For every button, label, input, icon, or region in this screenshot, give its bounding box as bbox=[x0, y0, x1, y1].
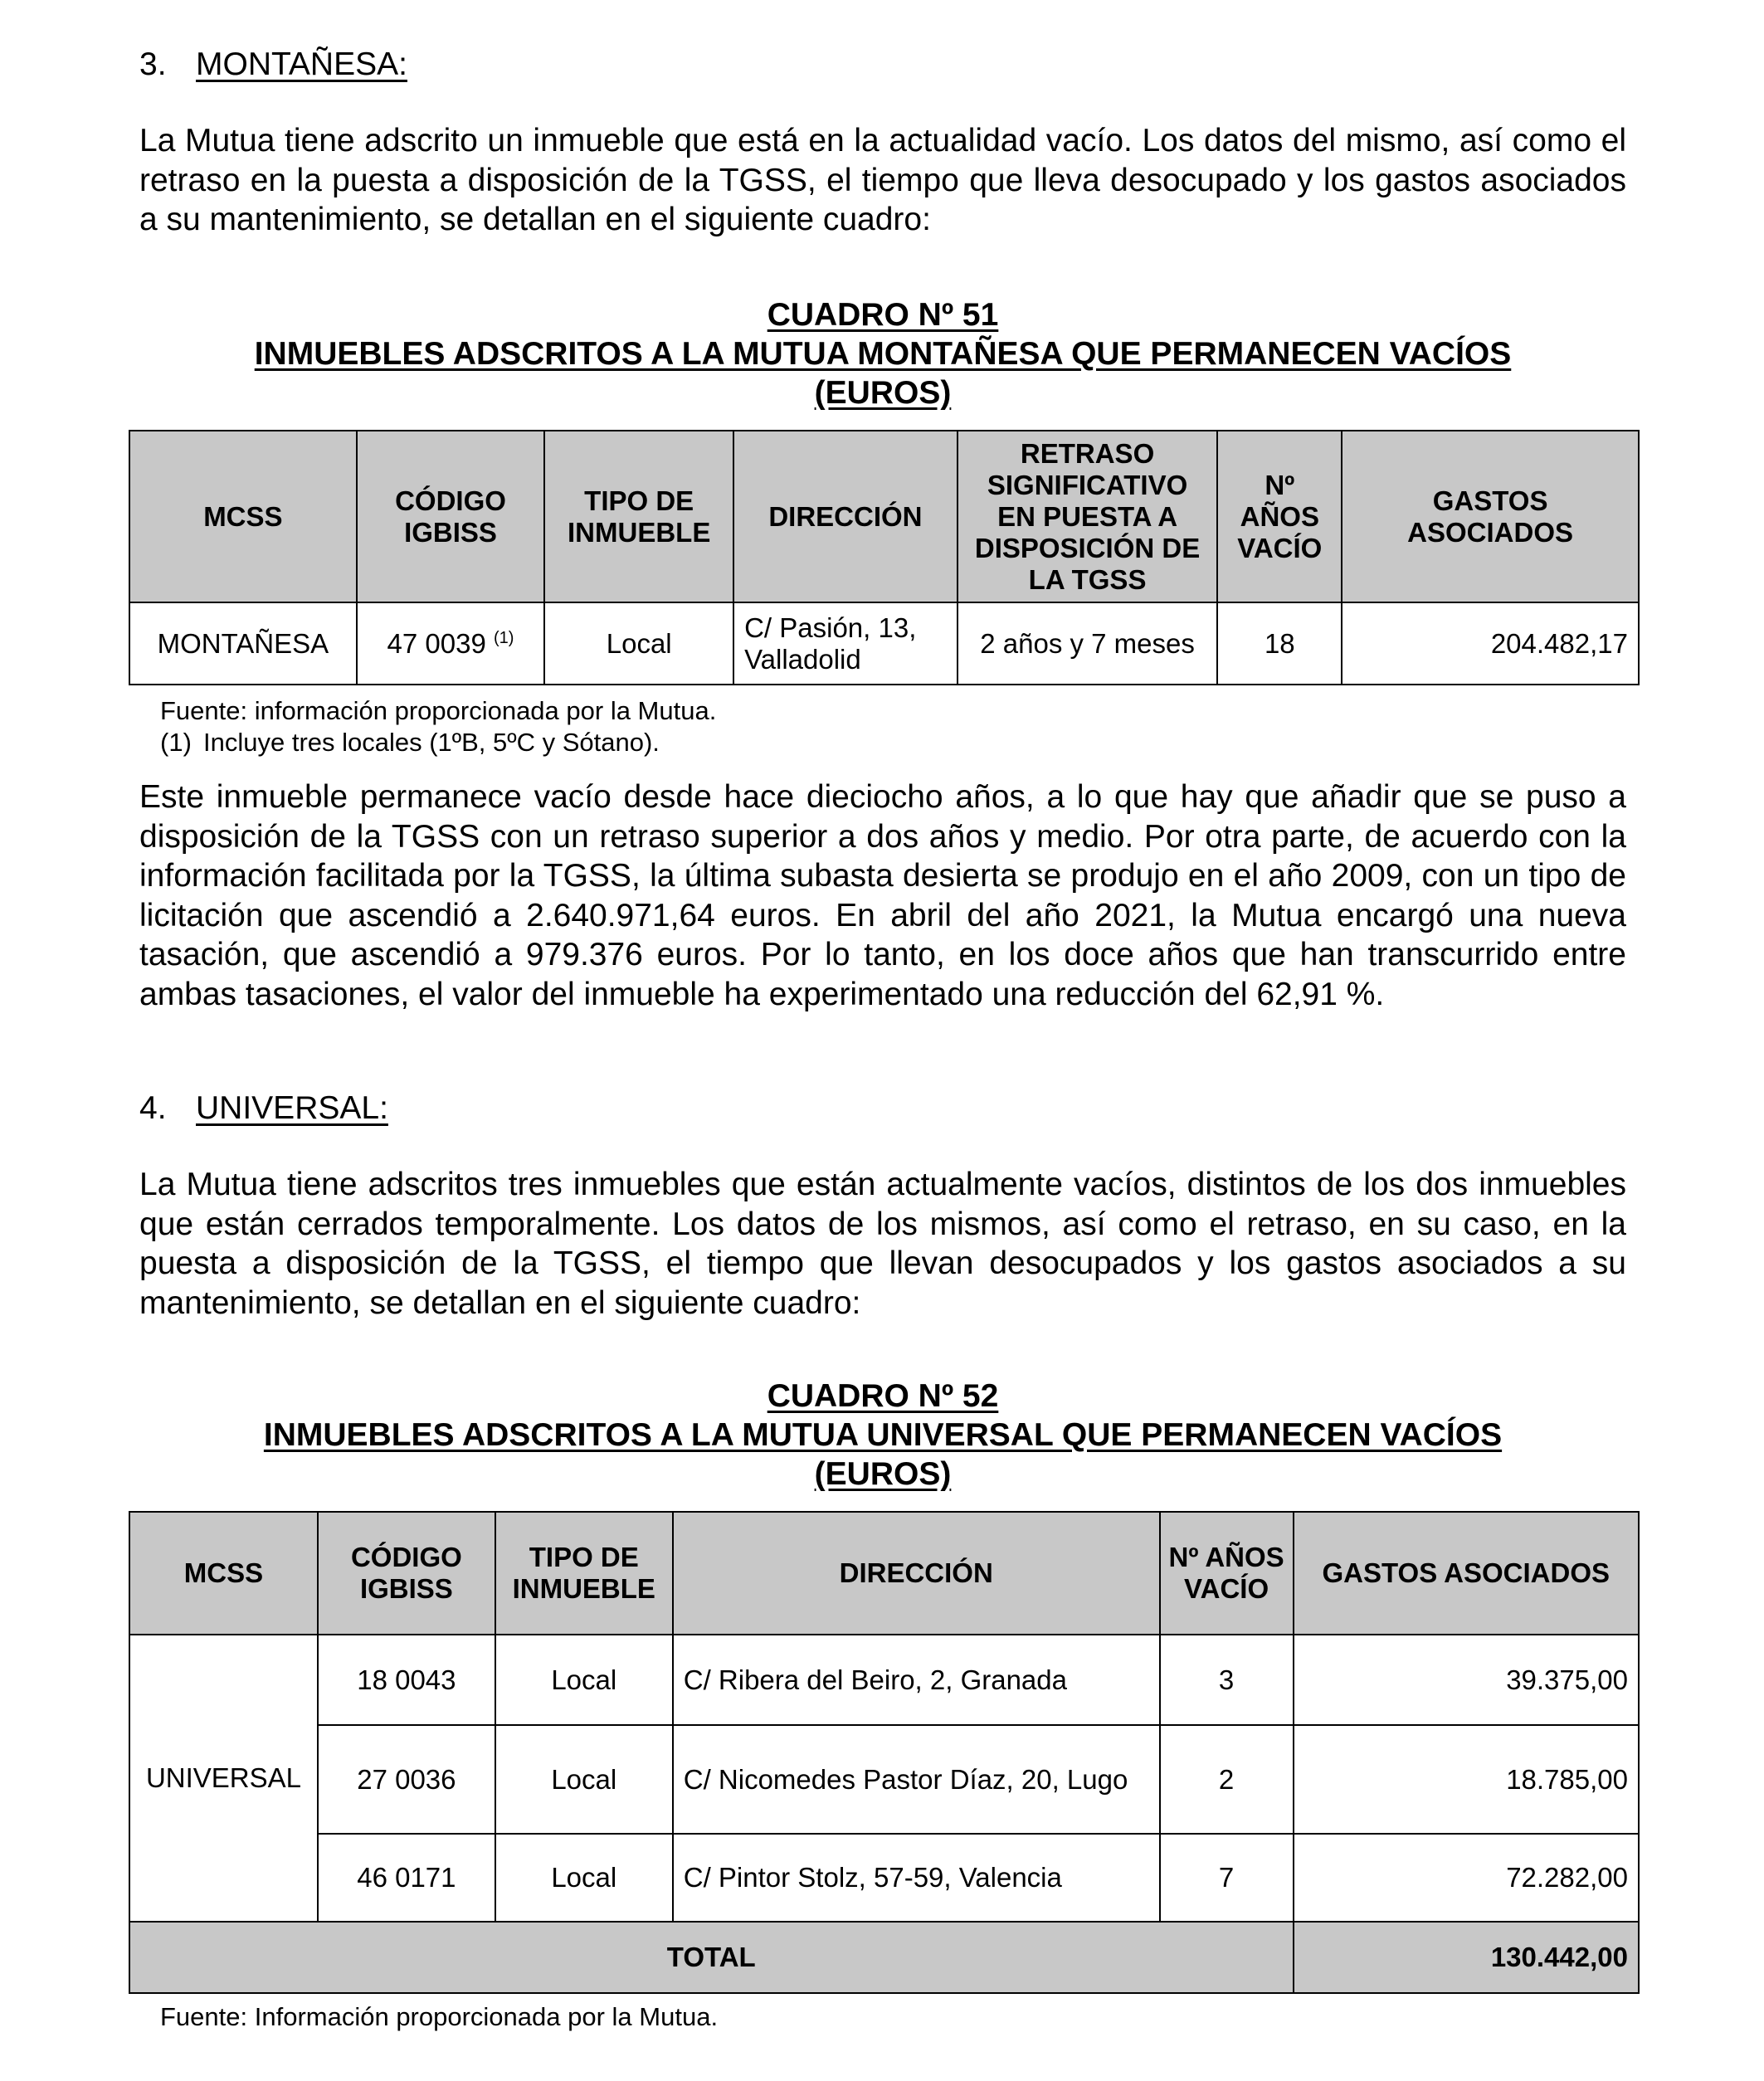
table-52-cell-anos: 2 bbox=[1160, 1725, 1294, 1834]
table-51-header-codigo: CÓDIGO IGBISS bbox=[357, 431, 545, 602]
table-51-caption-title: INMUEBLES ADSCRITOS A LA MUTUA MONTAÑESA QUE PERMANECEN VACÍOS bbox=[254, 336, 1512, 372]
table-52-cell-codigo: 46 0171 bbox=[318, 1834, 495, 1922]
table-51-cell-direccion bbox=[733, 602, 958, 685]
table-52-total-row bbox=[129, 1922, 1639, 1993]
table-51-footnote-number: (1) bbox=[160, 728, 192, 757]
table-row bbox=[129, 1834, 1639, 1922]
table-52-header-row bbox=[129, 1512, 1639, 1635]
table-51-direccion-line1: C/ Pasión, 13, bbox=[744, 612, 917, 643]
table-52-cell-direccion: C/ Pintor Stolz, 57-59, Valencia bbox=[673, 1834, 1160, 1922]
section-4-paragraph: La Mutua tiene adscritos tres inmuebles que están actualmente vacíos, distintos de los dos inmuebles que están cerrados temporalmente. Los datos de los mismos, así como el retraso, en su caso, en la puesta a disposición de la TGSS, el tiempo que llevan desocupados y los gastos asociados a su mantenimiento, se detallan en el siguiente cuadro: bbox=[139, 1167, 1626, 1321]
table-51-header-gastos: GASTOS ASOCIADOS bbox=[1342, 431, 1639, 602]
table-51-footnote bbox=[160, 727, 660, 758]
table-52-cell-tipo: Local bbox=[495, 1834, 673, 1922]
table-51-header-anos: Nº AÑOS VACÍO bbox=[1217, 431, 1342, 602]
table-51-header-tipo: TIPO DE INMUEBLE bbox=[544, 431, 733, 602]
table-52-cell-anos: 3 bbox=[1160, 1635, 1294, 1725]
table-51-cell-tipo: Local bbox=[544, 602, 733, 685]
table-52-header-codigo: CÓDIGO IGBISS bbox=[318, 1512, 495, 1635]
table-51-footnote-text: Incluye tres locales (1ºB, 5ºC y Sótano). bbox=[203, 728, 660, 757]
paragraph-after-table-51: Este inmueble permanece vacío desde hace dieciocho años, a lo que hay que añadir que se puso a disposición de la TGSS con un retraso superior a dos años y medio. Por otra parte, de acuerdo con la información facilitada por la TGSS, la última subasta desierta se produjo en el año 2009, con un tipo de licitación que ascendió a 2.640.971,64 euros. En abril del año 2021, la Mutua encargó una nueva tasación, que ascendió a 979.376 euros. Por lo tanto, en los doce años que han transcurrido entre ambas tasaciones, el valor del inmueble ha experimentado una reducción del 62,91 %. bbox=[139, 779, 1626, 1012]
section-3-number: 3. bbox=[139, 46, 167, 82]
table-52-header-gastos: GASTOS ASOCIADOS bbox=[1294, 1512, 1639, 1635]
table-52-cell-tipo: Local bbox=[495, 1635, 673, 1725]
table-52-cell-codigo: 18 0043 bbox=[318, 1635, 495, 1725]
table-51-header-retraso: RETRASO SIGNIFICATIVO EN PUESTA A DISPOSICIÓN DE LA TGSS bbox=[958, 431, 1218, 602]
table-51-codigo-footnote-ref: (1) bbox=[494, 628, 514, 647]
table-51-direccion-line2: Valladolid bbox=[744, 643, 861, 675]
table-51 bbox=[129, 430, 1640, 685]
table-51-cell-codigo bbox=[357, 602, 545, 685]
table-52-header-mcss: MCSS bbox=[129, 1512, 318, 1635]
table-row bbox=[129, 1635, 1639, 1725]
table-52-total-value: 130.442,00 bbox=[1294, 1922, 1639, 1993]
section-4-number: 4. bbox=[139, 1090, 167, 1126]
table-51-header-direccion: DIRECCIÓN bbox=[733, 431, 958, 602]
section-3-paragraph: La Mutua tiene adscrito un inmueble que está en la actualidad vacío. Los datos del mismo, así como el retraso en la puesta a disposición de la TGSS, el tiempo que lleva desocupado y los gastos asociados a su mantenimiento, se detallan en el siguiente cuadro: bbox=[139, 123, 1626, 237]
table-52-caption-units: (EUROS) bbox=[814, 1456, 952, 1492]
table-52-caption-number: CUADRO Nº 52 bbox=[767, 1378, 999, 1414]
section-3-heading bbox=[139, 45, 407, 85]
section-4-label: UNIVERSAL: bbox=[196, 1090, 388, 1126]
table-51-cell-retraso: 2 años y 7 meses bbox=[958, 602, 1218, 685]
table-51-cell-anos: 18 bbox=[1217, 602, 1342, 685]
table-row bbox=[129, 602, 1639, 685]
table-51-source: Fuente: información proporcionada por la Mutua. bbox=[160, 696, 717, 725]
table-51-cell-mcss: MONTAÑESA bbox=[129, 602, 357, 685]
table-51-caption-units: (EUROS) bbox=[814, 375, 952, 411]
section-3-label: MONTAÑESA: bbox=[196, 46, 407, 82]
table-52-cell-gastos: 72.282,00 bbox=[1294, 1834, 1639, 1922]
table-51-codigo-value: 47 0039 bbox=[387, 627, 486, 659]
table-52-header-tipo: TIPO DE INMUEBLE bbox=[495, 1512, 673, 1635]
table-52-cell-anos: 7 bbox=[1160, 1834, 1294, 1922]
table-51-cell-gastos: 204.482,17 bbox=[1342, 602, 1639, 685]
table-52-cell-mcss: UNIVERSAL bbox=[129, 1635, 318, 1922]
table-52-header-anos: Nº AÑOS VACÍO bbox=[1160, 1512, 1294, 1635]
table-52-caption-title: INMUEBLES ADSCRITOS A LA MUTUA UNIVERSAL QUE PERMANECEN VACÍOS bbox=[263, 1417, 1503, 1453]
table-51-header-mcss: MCSS bbox=[129, 431, 357, 602]
section-4-heading bbox=[139, 1089, 388, 1128]
table-52-cell-direccion: C/ Ribera del Beiro, 2, Granada bbox=[673, 1635, 1160, 1725]
table-52-caption bbox=[124, 1377, 1641, 1494]
table-51-caption bbox=[124, 295, 1641, 412]
table-52-header-direccion: DIRECCIÓN bbox=[673, 1512, 1160, 1635]
table-52-cell-direccion: C/ Nicomedes Pastor Díaz, 20, Lugo bbox=[673, 1725, 1160, 1834]
table-52-source: Fuente: Información proporcionada por la Mutua. bbox=[160, 2002, 719, 2031]
table-52-cell-gastos: 39.375,00 bbox=[1294, 1635, 1639, 1725]
table-51-caption-number: CUADRO Nº 51 bbox=[767, 297, 999, 333]
table-52-cell-tipo: Local bbox=[495, 1725, 673, 1834]
table-row bbox=[129, 1725, 1639, 1834]
table-52-cell-codigo: 27 0036 bbox=[318, 1725, 495, 1834]
table-52-cell-gastos: 18.785,00 bbox=[1294, 1725, 1639, 1834]
table-52-total-label: TOTAL bbox=[129, 1922, 1294, 1993]
table-52 bbox=[129, 1511, 1640, 1994]
table-51-header-row bbox=[129, 431, 1639, 602]
